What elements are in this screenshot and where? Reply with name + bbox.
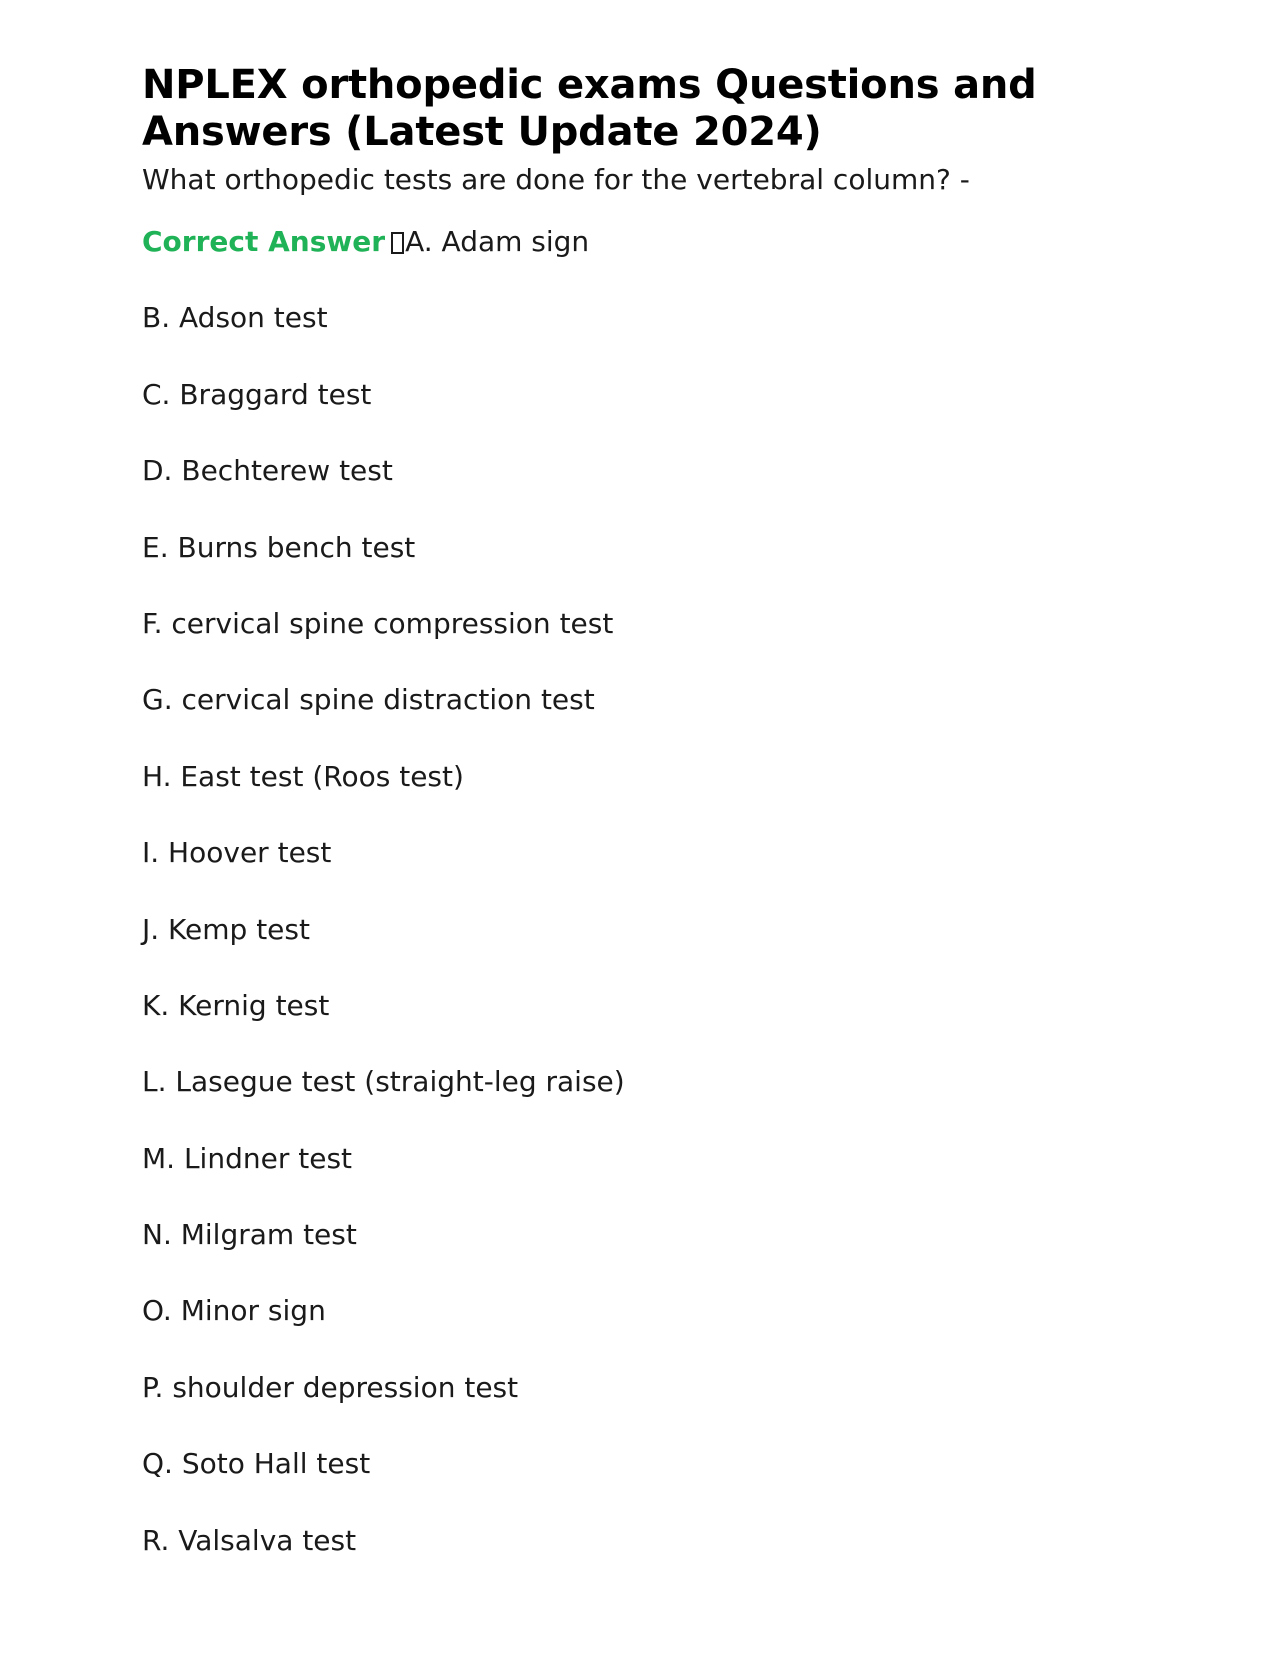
list-item: B. Adson test xyxy=(142,301,328,335)
list-item: P. shoulder depression test xyxy=(142,1370,519,1404)
list-item: L. Lasegue test (straight-leg raise) xyxy=(142,1065,625,1099)
list-item: M. Lindner test xyxy=(142,1141,353,1175)
list-item: R. Valsalva test xyxy=(142,1523,357,1557)
page-title: NPLEX orthopedic exams Questions and Answers (Latest Update 2024) xyxy=(142,62,1037,155)
list-item: F. cervical spine compression test xyxy=(142,606,614,640)
list-item: N. Milgram test xyxy=(142,1218,357,1252)
list-item: E. Burns bench test xyxy=(142,530,416,564)
correct-answer-label: Correct Answer xyxy=(142,224,386,258)
list-item: Q. Soto Hall test xyxy=(142,1447,371,1481)
question-text: What orthopedic tests are done for the vertebral column? - xyxy=(142,162,970,196)
list-item: J. Kemp test xyxy=(142,912,310,946)
list-item: C. Braggard test xyxy=(142,377,372,411)
list-item: O. Minor sign xyxy=(142,1294,326,1328)
correct-answer-text: A. Adam sign xyxy=(405,224,590,258)
list-item: H. East test (Roos test) xyxy=(142,759,464,793)
options-list xyxy=(142,300,1138,1559)
missing-glyph-icon xyxy=(391,232,404,254)
correct-answer-line xyxy=(142,224,1138,260)
list-item: G. cervical spine distraction test xyxy=(142,683,595,717)
list-item: D. Bechterew test xyxy=(142,454,393,488)
list-item: I. Hoover test xyxy=(142,836,332,870)
list-item: K. Kernig test xyxy=(142,988,330,1022)
